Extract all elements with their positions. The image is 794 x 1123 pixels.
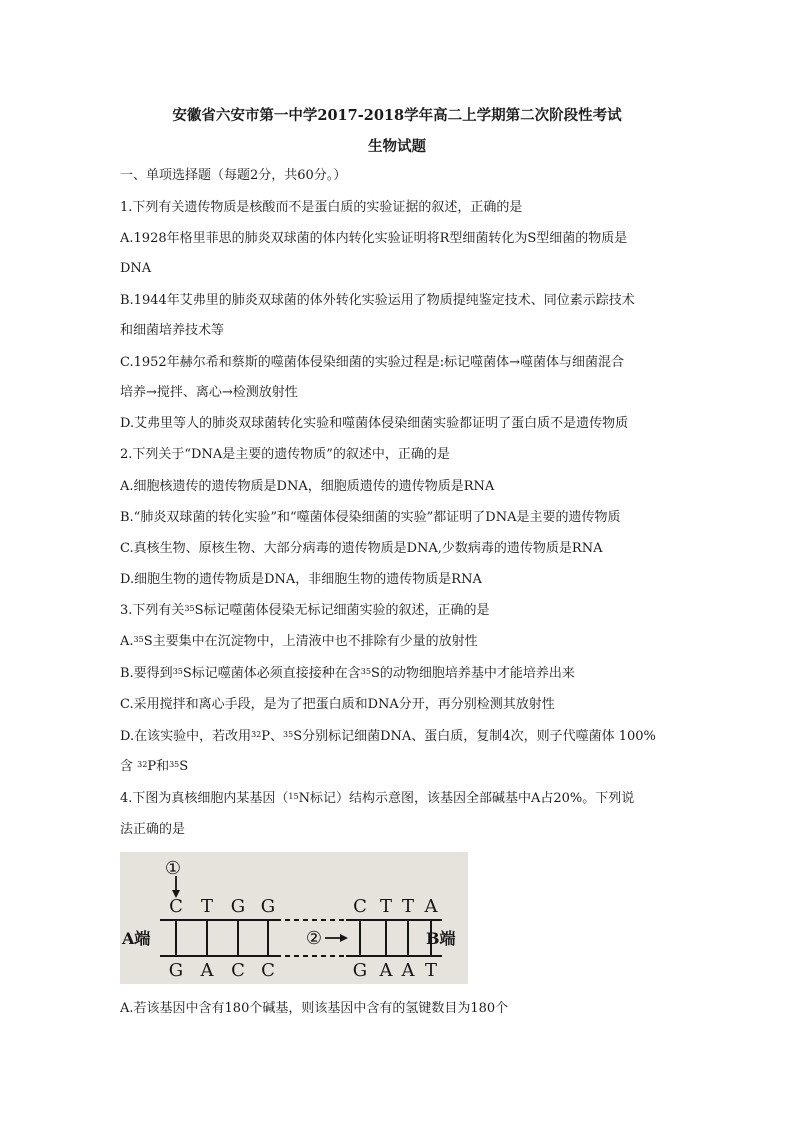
q2-option-d: D.细胞生物的遗传物质是DNA，非细胞生物的遗传物质是RNA bbox=[120, 572, 482, 587]
right-bottom-base-1: G bbox=[352, 960, 368, 981]
right-bottom-base-3: A bbox=[401, 960, 415, 981]
end-b-label: B端 bbox=[426, 929, 456, 948]
right-bottom-base-4: T bbox=[424, 960, 438, 981]
q3-stem: 3.下列有关$^{35}$S标记噬菌体侵染无标记细菌实验的叙述，正确的是 bbox=[120, 603, 490, 618]
left-top-base-4: G bbox=[260, 896, 276, 917]
marker-2: ② bbox=[305, 928, 323, 949]
q4-stem-cont: 法正确的是 bbox=[120, 822, 186, 837]
q4-stem: 4.下图为真核细胞内某基因（$^{15}$N标记）结构示意图，该基因全部碱基中A占20%。下列说 bbox=[120, 791, 635, 806]
q3-option-d: D.在该实验中，若改用$^{32}$P、$^{35}$S分别标记细菌DNA、蛋白质，复制4次，则子代噬菌体 100% bbox=[120, 729, 656, 744]
section-heading: 一、单项选择题（每题2分，共60分。） bbox=[120, 168, 347, 183]
q2-option-a: A.细胞核遗传的遗传物质是DNA，细胞质遗传的遗传物质是RNA bbox=[120, 479, 495, 494]
left-bottom-base-4: C bbox=[261, 960, 275, 981]
q1-option-c: C.1952年赫尔希和蔡斯的噬菌体侵染细菌的实验过程是:标记噬菌体→噬菌体与细菌混合 bbox=[120, 355, 624, 370]
left-bottom-base-3: C bbox=[231, 960, 245, 981]
q1-stem: 1.下列有关遗传物质是核酸而不是蛋白质的实验证据的叙述，正确的是 bbox=[120, 200, 523, 215]
q1-option-b: B.1944年艾弗里的肺炎双球菌的体外转化实验运用了物质提纯鉴定技术、同位素示踪技术 bbox=[120, 293, 635, 308]
q1-option-a: A.1928年格里菲思的肺炎双球菌的体内转化实验证明将R型细菌转化为S型细菌的物质是 bbox=[120, 231, 628, 246]
left-top-base-3: G bbox=[230, 896, 246, 917]
marker-1: ① bbox=[164, 858, 182, 879]
end-a-label: A端 bbox=[122, 929, 151, 948]
q1-option-b-cont: 和细菌培养技术等 bbox=[120, 323, 225, 338]
q1-option-a-cont: DNA bbox=[120, 261, 152, 276]
left-top-base-1: C bbox=[169, 896, 183, 917]
left-bottom-base-1: G bbox=[168, 960, 184, 981]
gene-structure-figure bbox=[120, 852, 468, 984]
q3-option-b: B.要得到$^{35}$S标记噬菌体必须直接接种在含$^{35}$S的动物细胞培养基中才能培养出来 bbox=[120, 666, 575, 681]
right-top-base-3: T bbox=[401, 896, 415, 917]
q2-option-c: C.真核生物、原核生物、大部分病毒的遗传物质是DNA,少数病毒的遗传物质是RNA bbox=[120, 541, 603, 556]
q3-option-c: C.采用搅拌和离心手段，是为了把蛋白质和DNA分开，再分别检测其放射性 bbox=[120, 697, 555, 712]
q2-stem: 2.下列关于“DNA是主要的遗传物质”的叙述中，正确的是 bbox=[120, 447, 450, 462]
q3-option-d-cont: 含 $^{32}$P和$^{35}$S bbox=[120, 759, 189, 774]
q1-option-c-cont: 培养→搅拌、离心→检测放射性 bbox=[120, 385, 298, 400]
right-top-base-4: A bbox=[424, 896, 438, 917]
page-subtitle: 生物试题 bbox=[368, 138, 426, 155]
right-top-base-1: C bbox=[353, 896, 367, 917]
q2-option-b: B.“肺炎双球菌的转化实验”和“噬菌体侵染细菌的实验”都证明了DNA是主要的遗传物质 bbox=[120, 510, 621, 525]
q3-option-a: A.$^{35}$S主要集中在沉淀物中，上清液中也不排除有少量的放射性 bbox=[120, 634, 478, 649]
left-top-base-2: T bbox=[200, 896, 214, 917]
page-title: 安徽省六安市第一中学2017-2018学年高二上学期第二次阶段性考试 bbox=[172, 107, 622, 124]
right-top-base-2: T bbox=[379, 896, 393, 917]
left-bottom-base-2: A bbox=[200, 960, 214, 981]
right-bottom-base-2: A bbox=[379, 960, 393, 981]
q1-option-d: D.艾弗里等人的肺炎双球菌转化实验和噬菌体侵染细菌实验都证明了蛋白质不是遗传物质 bbox=[120, 416, 629, 431]
q4-option-a: A.若该基因中含有180个碱基，则该基因中含有的氢键数目为180个 bbox=[120, 1001, 509, 1016]
